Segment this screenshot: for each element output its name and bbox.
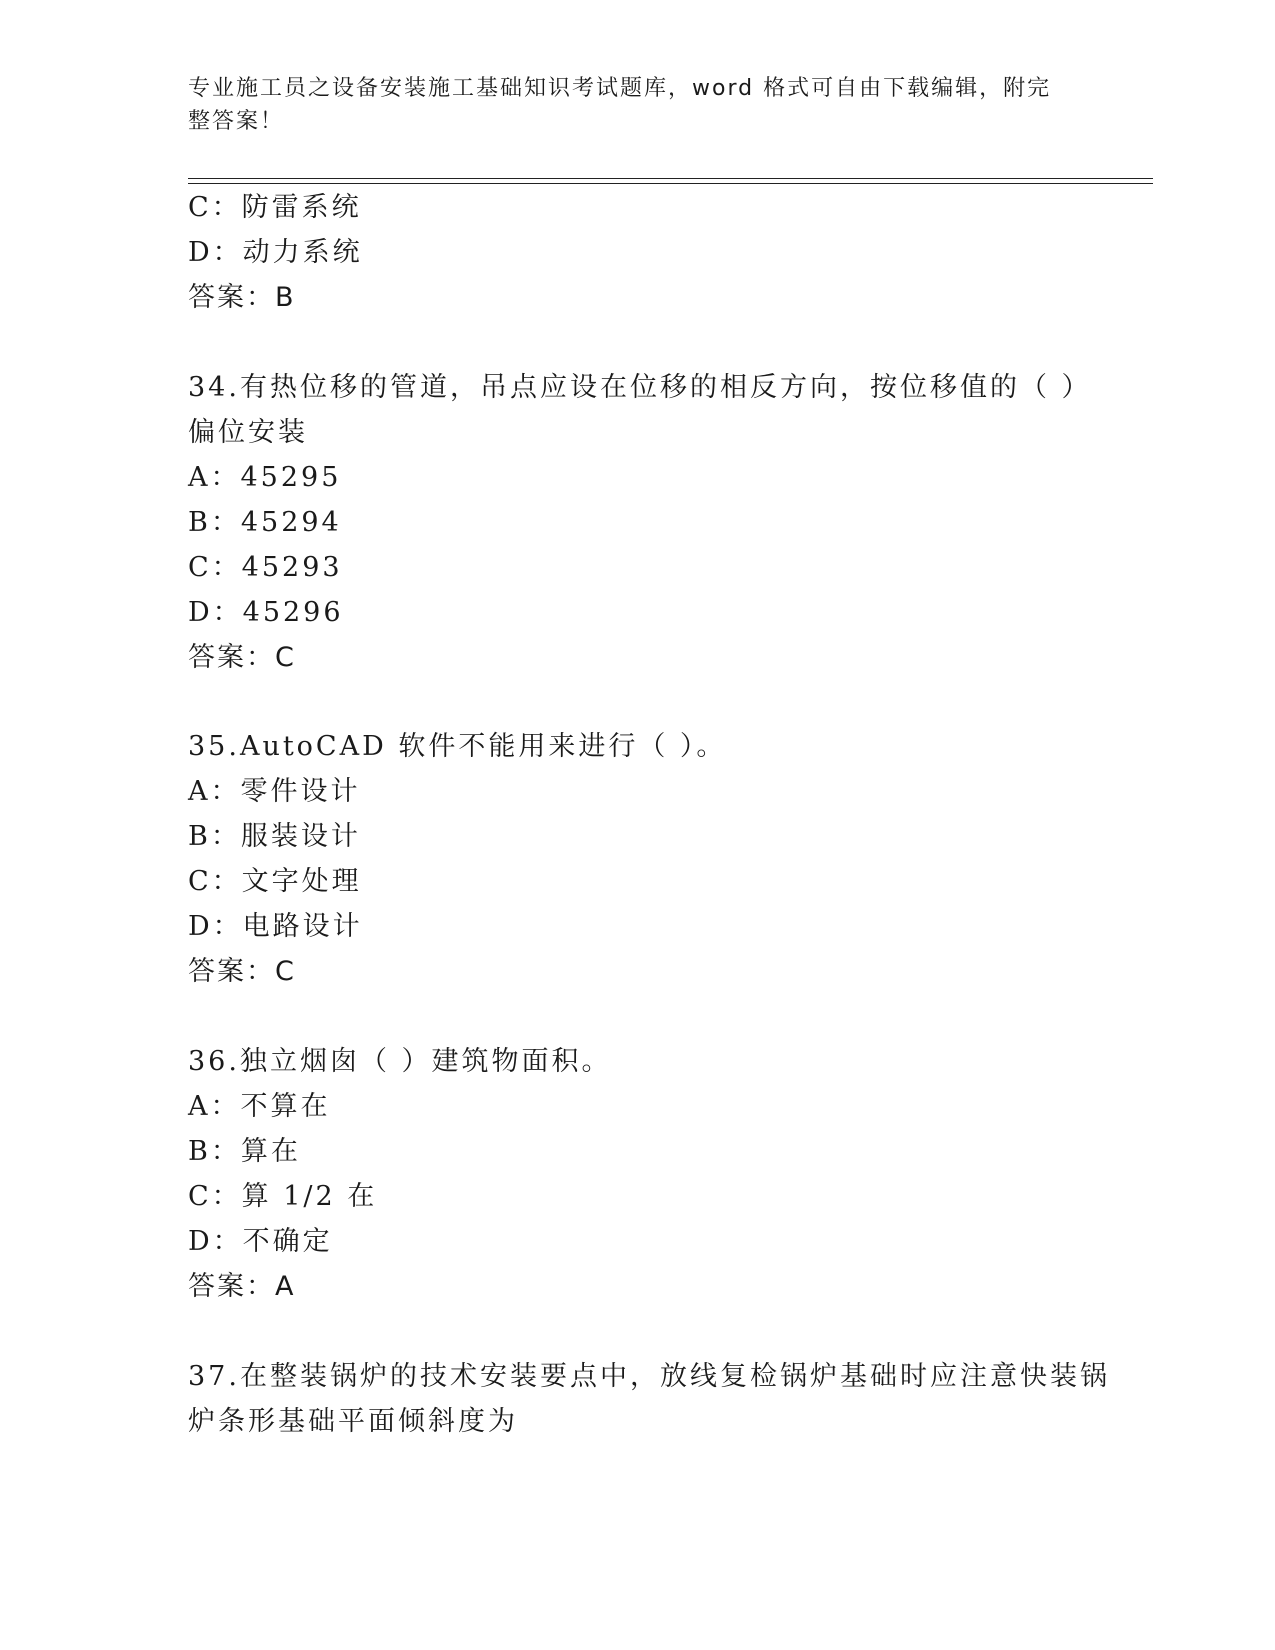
q33-option-c: C：防雷系统 — [188, 192, 362, 223]
q34-stem-line-1: 34.有热位移的管道，吊点应设在位移的相反方向，按位移值的（ ） — [188, 372, 1092, 403]
q36-option-b: B：算在 — [188, 1136, 301, 1167]
q34-answer: 答案：C — [188, 642, 296, 673]
q34-option-b: B：45294 — [188, 507, 342, 538]
q35-option-d: D：电路设计 — [188, 911, 363, 942]
q33-option-d: D：动力系统 — [188, 237, 363, 268]
document-header — [188, 72, 1068, 138]
q36-option-d: D：不确定 — [188, 1226, 333, 1257]
q34-stem-line-2: 偏位安装 — [188, 417, 308, 448]
q36-option-a: A：不算在 — [188, 1091, 331, 1122]
q35-option-c: C：文字处理 — [188, 866, 362, 897]
q33-answer: 答案：B — [188, 282, 296, 313]
q37-stem-line-2: 炉条形基础平面倾斜度为 — [188, 1406, 518, 1437]
q35-option-b: B：服装设计 — [188, 821, 361, 852]
header-line-2: 整答案！ — [188, 109, 285, 134]
q36-option-c: C：算 1/2 在 — [188, 1181, 378, 1212]
header-line-1: 专业施工员之设备安装施工基础知识考试题库，word 格式可自由下载编辑，附完 — [188, 76, 1052, 101]
q37-stem-line-1: 37.在整装锅炉的技术安装要点中，放线复检锅炉基础时应注意快装锅 — [188, 1361, 1110, 1392]
header-divider-bottom — [188, 183, 1153, 184]
header-divider-top — [188, 178, 1153, 179]
q36-stem: 36.独立烟囱（ ）建筑物面积。 — [188, 1046, 612, 1077]
q35-option-a: A：零件设计 — [188, 776, 361, 807]
q34-option-d: D：45296 — [188, 597, 344, 628]
q34-option-a: A：45295 — [188, 462, 342, 493]
q36-answer: 答案：A — [188, 1271, 296, 1302]
q34-option-c: C：45293 — [188, 552, 343, 583]
q35-answer: 答案：C — [188, 956, 296, 987]
q35-stem: 35.AutoCAD 软件不能用来进行（ ）。 — [188, 731, 727, 762]
